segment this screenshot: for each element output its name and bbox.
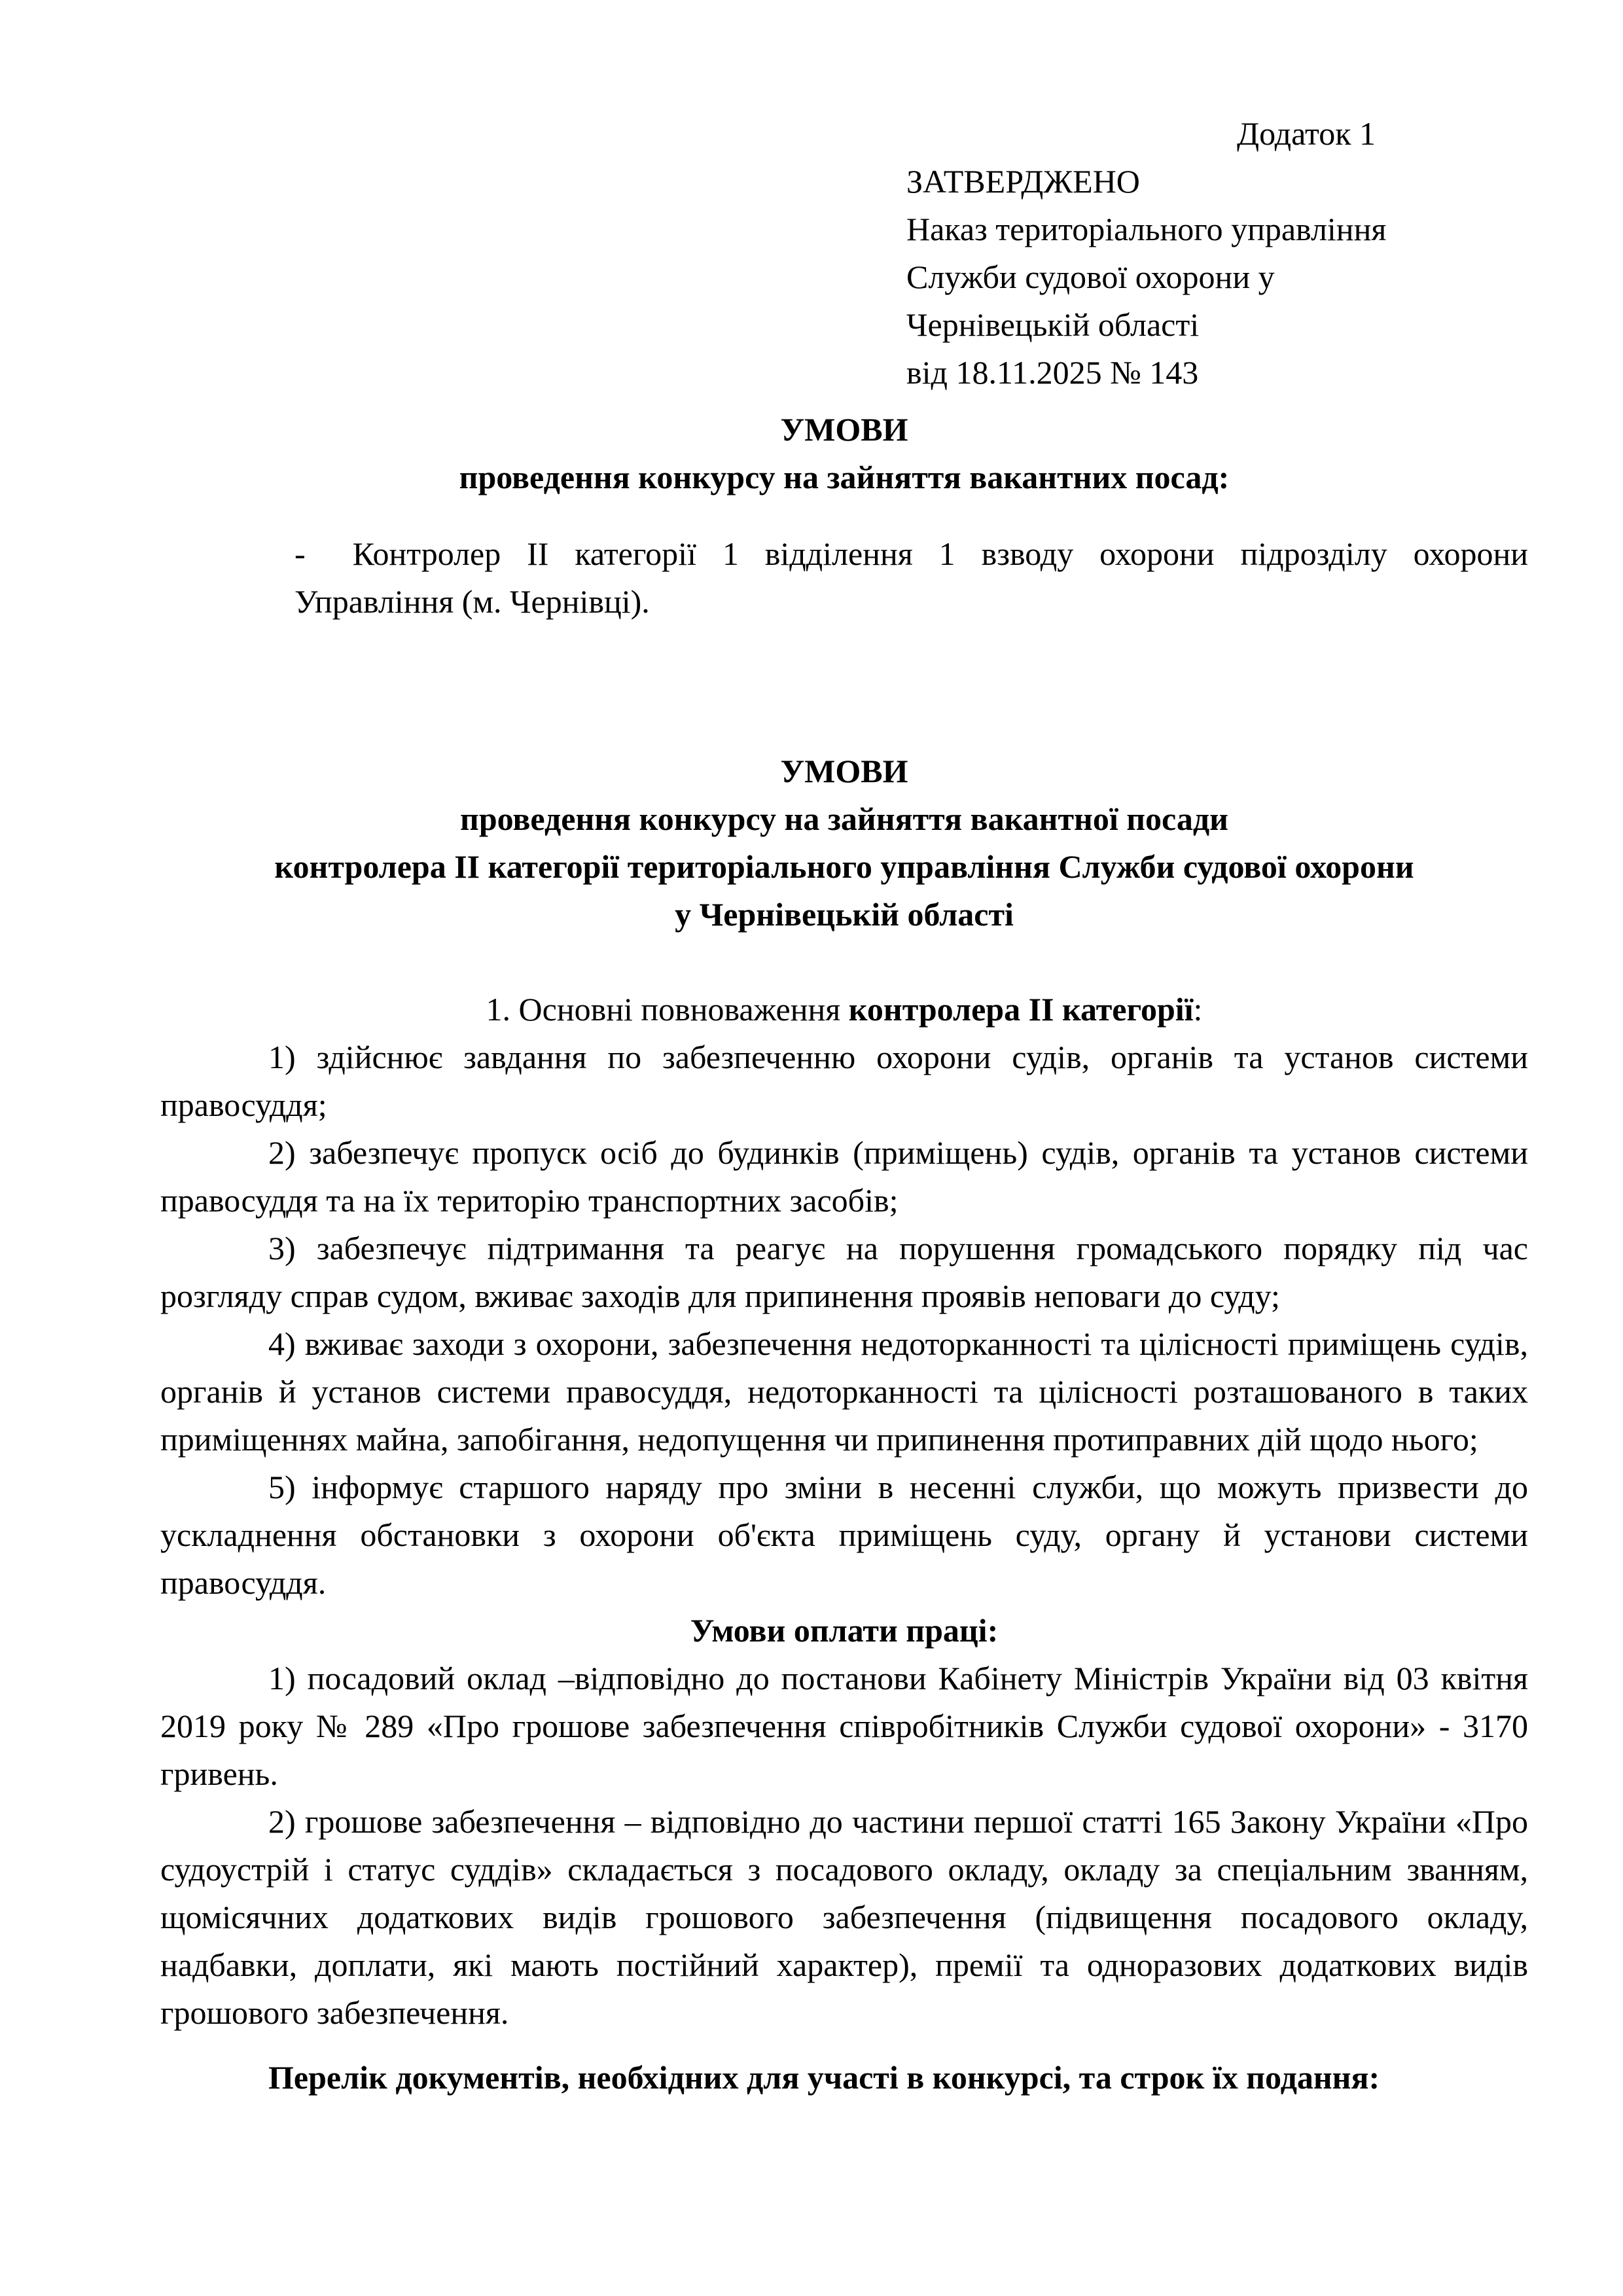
powers-heading-colon: :: [1193, 991, 1203, 1028]
conditions-posts-subtitle: проведення конкурсу на зайняття вакантних посад:: [459, 459, 1230, 495]
vacancy-text: Контролер ІІ категорії 1 відділення 1 взводу охорони підрозділу охорони Управління (м. Чернівці).: [294, 535, 1528, 620]
power-item-3: 3) забезпечує підтримання та реагує на порушення громадського порядку під час розгляду справ судом, вживає заходів для припинення проявів неповаги до суду;: [160, 1230, 1528, 1314]
powers-heading-bold: контролера ІІ категорії: [848, 991, 1194, 1028]
power-item-4: 4) вживає заходи з охорони, забезпечення недоторканності та цілісності приміщень судів, органів й установ системи правосуддя, недоторканності та цілісності розташованого в таких приміщеннях майна, запобігання, недопущення чи припинення протиправних дій щодо нього;: [160, 1325, 1528, 1458]
power-item-2: 2) забезпечує пропуск осіб до будинків (приміщень) судів, органів та установ системи правосуддя та на їх територію транспортних засобів;: [160, 1134, 1528, 1219]
approval-block: [906, 158, 1528, 397]
conditions-position-subtitle-3: у Чернівецькій області: [675, 896, 1014, 933]
powers-heading-prefix: 1. Основні повноваження: [486, 991, 849, 1028]
approval-order-date: від 18.11.2025 № 143: [906, 354, 1199, 391]
approval-order-line-1: Наказ територіального управління: [906, 211, 1387, 247]
approval-order-line-2: Служби судової охорони у: [906, 259, 1275, 295]
conditions-posts-title: УМОВИ: [780, 411, 908, 448]
conditions-position-title: УМОВИ: [780, 753, 908, 789]
approval-order-line-3: Чернівецькій області: [906, 306, 1200, 343]
pay-heading: Умови оплати праці:: [690, 1612, 999, 1649]
pay-item-2: 2) грошове забезпечення – відповідно до частини першої статті 165 Закону України «Про судоустрій і статус суддів» складається з посадового окладу, окладу за спеціальним званням, щомісячних додаткових видів грошового забезпечення (підвищення посадового окладу, надбавки, доплати, які мають постійний характер), премії та одноразових додаткових видів грошового забезпечення.: [160, 1803, 1528, 2031]
pay-item-1: 1) посадовий оклад –відповідно до постанови Кабінету Міністрів України від 03 квітня 2019 року № 289 «Про грошове забезпечення співробітників Служби судової охорони» - 3170 гривень.: [160, 1660, 1528, 1792]
power-item-1: 1) здійснює завдання по забезпеченню охорони судів, органів та установ системи правосуддя;: [160, 1039, 1528, 1123]
documents-heading: Перелік документів, необхідних для участі в конкурсі, та строк їх подання:: [268, 2059, 1380, 2096]
powers-heading: [160, 986, 1528, 1033]
conditions-position-subtitle-1: проведення конкурсу на зайняття вакантної посади: [460, 800, 1228, 837]
vacancy-list-item: [294, 530, 1528, 626]
bullet-dash: -: [294, 535, 306, 572]
annex-label: Додаток 1: [1237, 115, 1376, 152]
power-item-5: 5) інформує старшого наряду про зміни в несенні служби, що можуть призвести до ускладнення обстановки з охорони об'єкта приміщень суду, органу й установи системи правосуддя.: [160, 1469, 1528, 1601]
approved-label: ЗАТВЕРДЖЕНО: [906, 163, 1140, 200]
conditions-position-subtitle-2: контролера ІІ категорії територіального управління Служби судової охорони: [274, 848, 1414, 885]
